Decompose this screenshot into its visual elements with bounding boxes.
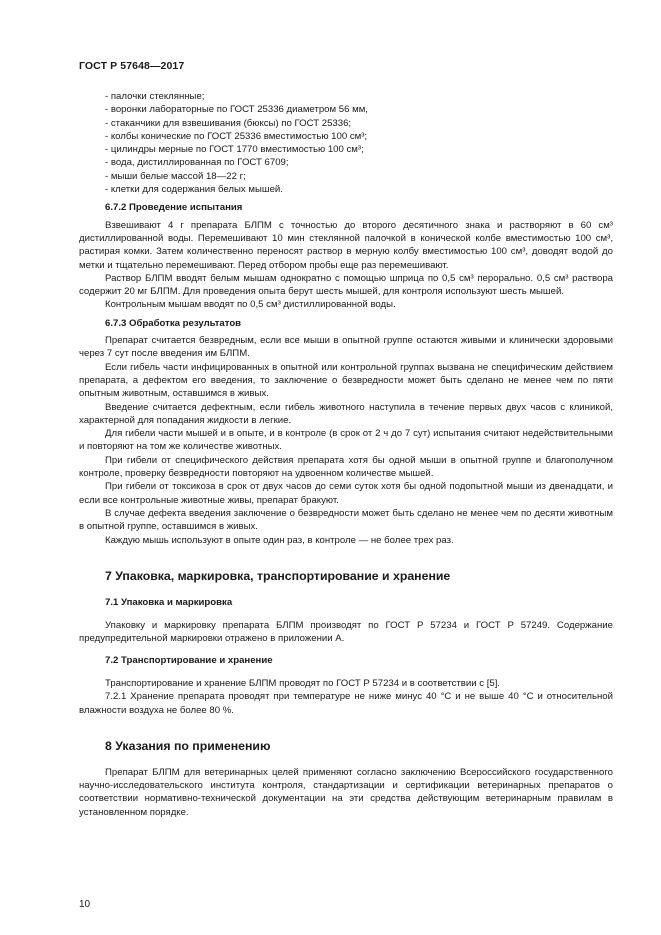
document-header: ГОСТ Р 57648—2017 — [79, 60, 185, 72]
list-item: - клетки для содержания белых мышей. — [105, 184, 283, 196]
page-content — [79, 90, 613, 819]
list-item: - вода, дистиллированная по ГОСТ 6709; — [105, 157, 289, 169]
list-item: - стаканчики для взвешивания (бюксы) по ГОСТ 25336; — [105, 117, 352, 129]
paragraph: Для гибели части мышей и в опыте, и в контроле (в срок от 2 ч до 7 сут) испытания считают недействительными и повторяют на том же количестве животных. — [79, 428, 613, 453]
paragraph: При гибели от токсикоза в срок от двух часов до семи суток хотя бы одной подопытной мыши из двенадцати, и если все контрольные животные живы, препарат бракуют. — [79, 481, 613, 506]
paragraph: Упаковку и маркировку препарата БЛПМ производят по ГОСТ Р 57234 и ГОСТ Р 57249. Содержание предупредительной маркировки отражено в приложении А. — [79, 620, 613, 645]
paragraph: Транспортирование и хранение БЛПМ проводят по ГОСТ Р 57234 и в соответствии с [5]. — [105, 677, 501, 689]
section-heading-6-7-3: 6.7.3 Обработка результатов — [105, 317, 242, 329]
paragraph: Препарат БЛПМ для ветеринарных целей применяют согласно заключению Всероссийского государственного научно-исследовательского института контроля, стандартизации и сертификации ветеринарных препаратов о соответствии нормативно-технической документации на эти средства действующим ветеринарным правилам в установленном порядке. — [79, 766, 613, 818]
page-number: 10 — [79, 899, 91, 910]
list-item: - цилиндры мерные по ГОСТ 1770 вместимостью 100 см³; — [105, 144, 364, 156]
paragraph: Введение считается дефектным, если гибель животного наступила в течение первых двух часов с клиникой, характерной для попадания жидкости в легкие. — [79, 401, 613, 426]
paragraph: Контрольным мышам вводят по 0,5 см³ дистиллированной воды. — [105, 299, 396, 311]
paragraph: Взвешивают 4 г препарата БЛПМ с точностью до второго десятичного знака и растворяют в 60 см³ дистиллированной воды. Перемешивают 10 мин стеклянной палочкой в конической колбе вместимостью 100 см³, растирая комки. Затем количественно переносят раствор в мерную колбу вместимостью 100 см³, доводят водой до метки и тщательно перемешивают. Перед отбором пробы еще раз перемешивают. — [79, 219, 613, 271]
section-heading-7: 7 Упаковка, маркировка, транспортирование и хранение — [105, 568, 451, 583]
list-item: - палочки стеклянные; — [105, 91, 205, 102]
list-item: - мыши белые массой 18—22 г; — [105, 170, 246, 182]
paragraph: В случае дефекта введения заключение о безвредности может быть сделано не менее чем по десяти животным в опытной группе, оставшимся в живых. — [79, 507, 613, 533]
paragraph: Каждую мышь используют в опыте один раз, в контроле — не более трех раз. — [105, 534, 454, 546]
section-heading-7-2: 7.2 Транспортирование и хранение — [105, 654, 273, 666]
paragraph: Раствор БЛПМ вводят белым мышам однократно с помощью шприца по 0,5 см³ перорально. 0,5 см³ раствора содержит 20 мг БЛПМ. Для проведения опыта берут шесть мышей, для контроля используют шесть мышей. — [79, 272, 613, 298]
paragraph: При гибели от специфического действия препарата хотя бы одной мыши в опытной группе и благополучном контроле, проверку безвредности повторяют на удвоенном количестве мышей. — [79, 454, 613, 480]
materials-list — [79, 90, 613, 196]
paragraph: Препарат считается безвредным, если все мыши в опытной группе остаются живыми и клинически здоровыми через 7 сут после введения им БЛПМ. — [79, 335, 613, 360]
section-heading-8: 8 Указания по применению — [105, 738, 271, 753]
paragraph: 7.2.1 Хранение препарата проводят при температуре не ниже минус 40 °С и не выше 40 °С и относительной влажности воздуха не более 80 %. — [79, 691, 613, 716]
section-heading-7-1: 7.1 Упаковка и маркировка — [105, 596, 233, 608]
list-item: - колбы конические по ГОСТ 25336 вместимостью 100 см³; — [105, 130, 368, 142]
paragraph: Если гибель части инфицированных в опытной или контрольной группах вызвана не специфическим действием препарата, а дефектом его введения, то заключение о безвредности может быть сделано не менее чем по пяти опытным животным, оставшимся в живых. — [79, 361, 613, 400]
section-heading-6-7-2: 6.7.2 Проведение испытания — [105, 202, 243, 214]
list-item: - воронки лабораторные по ГОСТ 25336 диаметром 56 мм, — [105, 104, 368, 116]
